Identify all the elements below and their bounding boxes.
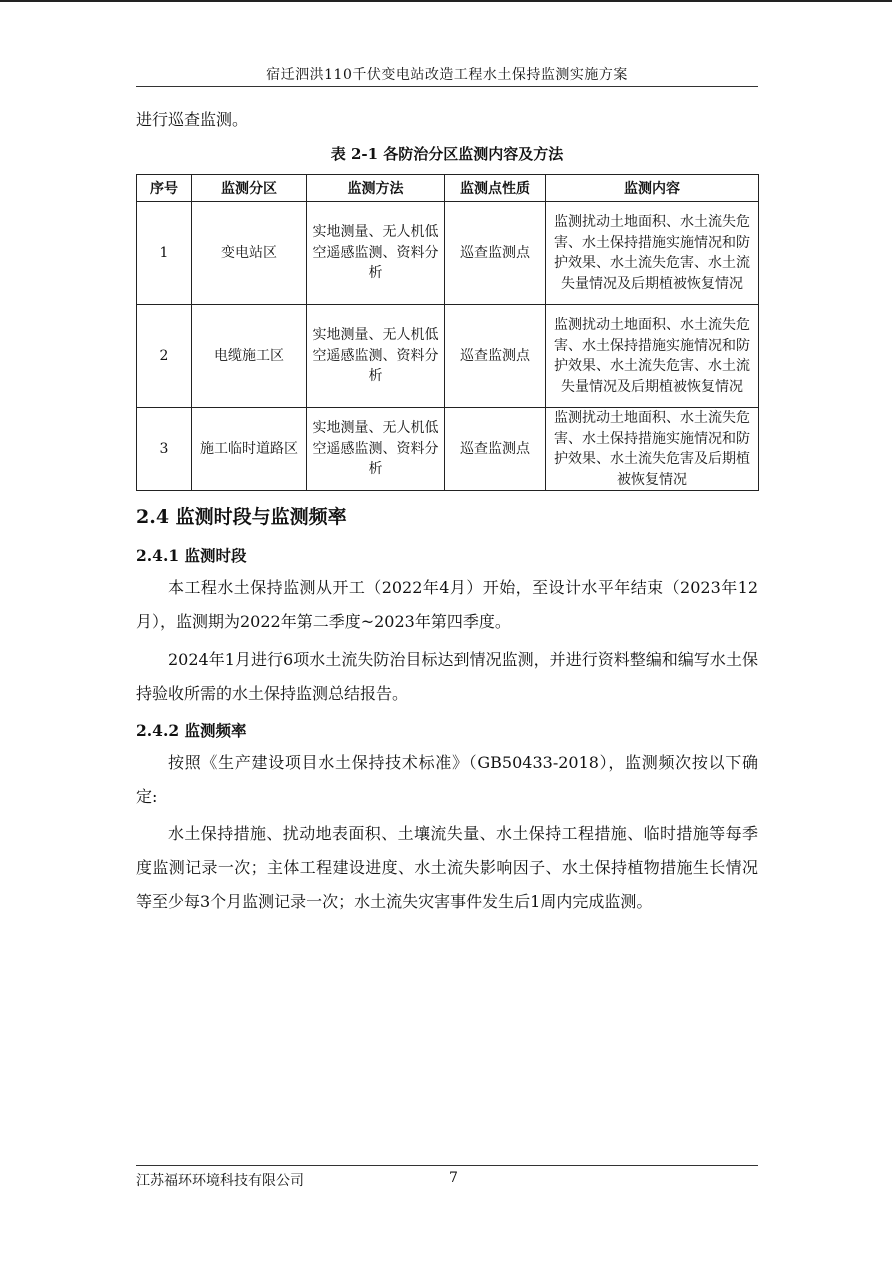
cell-zone: 施工临时道路区 — [192, 408, 307, 491]
col-header-zone: 监测分区 — [192, 175, 307, 202]
cell-point: 巡查监测点 — [445, 202, 546, 305]
footer-company: 江苏福环环境科技有限公司 — [136, 1173, 304, 1189]
cell-method: 实地测量、无人机低空遥感监测、资料分析 — [307, 408, 445, 491]
cell-content: 监测扰动土地面积、水土流失危害、水土保持措施实施情况和防护效果、水土流失危害、水土流失量情况及后期植被恢复情况 — [546, 305, 759, 408]
table-caption: 表 2-1 各防治分区监测内容及方法 — [330, 145, 564, 163]
paragraph-standard-reference: 按照《生产建设项目水土保持技术标准》（GB50433-2018），监测频次按以下确定: — [136, 753, 758, 806]
section-heading-2-4-2: 2.4.2 监测频率 — [136, 721, 247, 740]
cell-no: 1 — [137, 202, 192, 305]
col-header-point: 监测点性质 — [445, 175, 546, 202]
cell-point: 巡查监测点 — [445, 305, 546, 408]
page-top-border — [0, 0, 892, 2]
cell-point: 巡查监测点 — [445, 408, 546, 491]
cell-no: 3 — [137, 408, 192, 491]
page-number: 7 — [449, 1170, 458, 1186]
table-header-row — [137, 175, 759, 202]
table-row — [137, 202, 759, 305]
cell-content: 监测扰动土地面积、水土流失危害、水土保持措施实施情况和防护效果、水土流失危害及后期植被恢复情况 — [546, 408, 759, 491]
cell-no: 2 — [137, 305, 192, 408]
paragraph-monitoring-frequency: 水土保持措施、扰动地表面积、土壤流失量、水土保持工程措施、临时措施等每季度监测记录一次；主体工程建设进度、水土流失影响因子、水土保持植物措施生长情况等至少每3个月监测记录一次；水土流失灾害事件发生后1周内完成监测。 — [136, 824, 758, 911]
cell-content: 监测扰动土地面积、水土流失危害、水土保持措施实施情况和防护效果、水土流失危害、水土流失量情况及后期植被恢复情况 — [546, 202, 759, 305]
col-header-method: 监测方法 — [307, 175, 445, 202]
col-header-content: 监测内容 — [546, 175, 759, 202]
cell-zone: 变电站区 — [192, 202, 307, 305]
header-rule — [136, 86, 758, 87]
section-heading-2-4-1: 2.4.1 监测时段 — [136, 546, 247, 565]
section-heading-2-4: 2.4 监测时段与监测频率 — [136, 506, 347, 528]
table-row — [137, 305, 759, 408]
footer-rule — [136, 1165, 758, 1166]
table-row — [137, 408, 759, 491]
cell-zone: 电缆施工区 — [192, 305, 307, 408]
running-header: 宿迁泗洪110千伏变电站改造工程水土保持监测实施方案 — [266, 67, 628, 83]
cell-method: 实地测量、无人机低空遥感监测、资料分析 — [307, 202, 445, 305]
intro-text: 进行巡查监测。 — [136, 110, 249, 129]
cell-method: 实地测量、无人机低空遥感监测、资料分析 — [307, 305, 445, 408]
monitoring-table — [136, 174, 759, 491]
paragraph-final-monitoring: 2024年1月进行6项水土流失防治目标达到情况监测，并进行资料整编和编写水土保持验收所需的水土保持监测总结报告。 — [136, 650, 758, 703]
paragraph-monitoring-period: 本工程水土保持监测从开工（2022年4月）开始，至设计水平年结束（2023年12月），监测期为2022年第二季度~2023年第四季度。 — [136, 578, 758, 631]
col-header-no: 序号 — [137, 175, 192, 202]
